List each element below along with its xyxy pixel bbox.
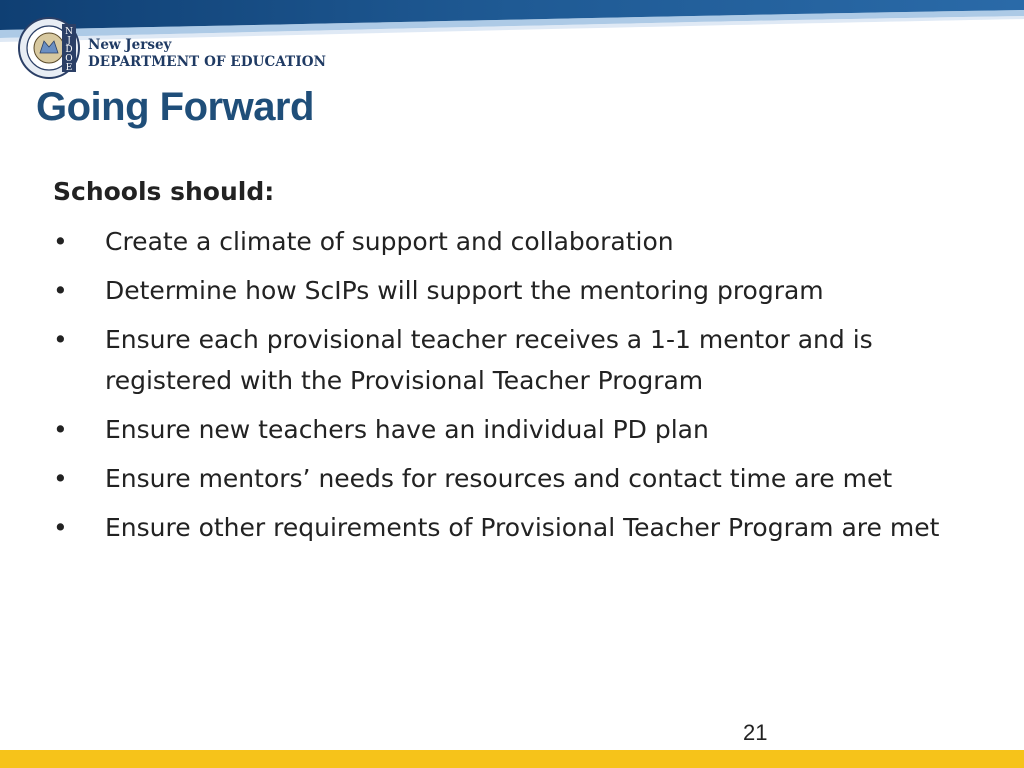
seal-letter-o: O (65, 54, 73, 64)
bullet-icon: • (53, 464, 68, 493)
bullet-text: Ensure other requirements of Provisional Teacher Program are met (105, 513, 940, 542)
org-name-line2: DEPARTMENT OF EDUCATION (88, 54, 327, 70)
bullet-list (53, 221, 993, 548)
bullet-text: Determine how ScIPs will support the mentoring program (105, 276, 824, 305)
slide-title: Going Forward (36, 85, 314, 129)
org-name-line1: New Jersey (88, 37, 172, 53)
bullet-icon: • (53, 276, 68, 305)
bullet-icon: • (53, 325, 68, 354)
bullet-text: Ensure new teachers have an individual PD plan (105, 415, 709, 444)
bullet-text: Create a climate of support and collaboration (105, 227, 674, 256)
seal-letter-n: N (65, 27, 73, 37)
page-number: 21 (743, 720, 768, 745)
bullet-item (53, 458, 993, 499)
bullet-icon: • (53, 227, 68, 256)
org-name (88, 37, 326, 71)
bullet-item (53, 507, 993, 548)
bullet-item (53, 319, 993, 401)
seal-letter-d: D (65, 45, 73, 55)
bullet-icon: • (53, 415, 68, 444)
nj-doe-seal-logo (18, 17, 80, 79)
bullet-text: Ensure mentors’ needs for resources and contact time are met (105, 464, 893, 493)
bullet-item (53, 409, 993, 450)
bullet-icon: • (53, 513, 68, 542)
bullet-text: Ensure each provisional teacher receives a 1-1 mentor and is registered with the Provisional Teacher Program (105, 325, 873, 395)
lead-text: Schools should: (53, 177, 275, 206)
footer-band (0, 750, 1024, 768)
seal-letter-e: E (65, 63, 73, 73)
bullet-item (53, 221, 993, 262)
seal-letter-j: J (67, 36, 71, 46)
slide-body (53, 172, 993, 556)
bullet-item (53, 270, 993, 311)
